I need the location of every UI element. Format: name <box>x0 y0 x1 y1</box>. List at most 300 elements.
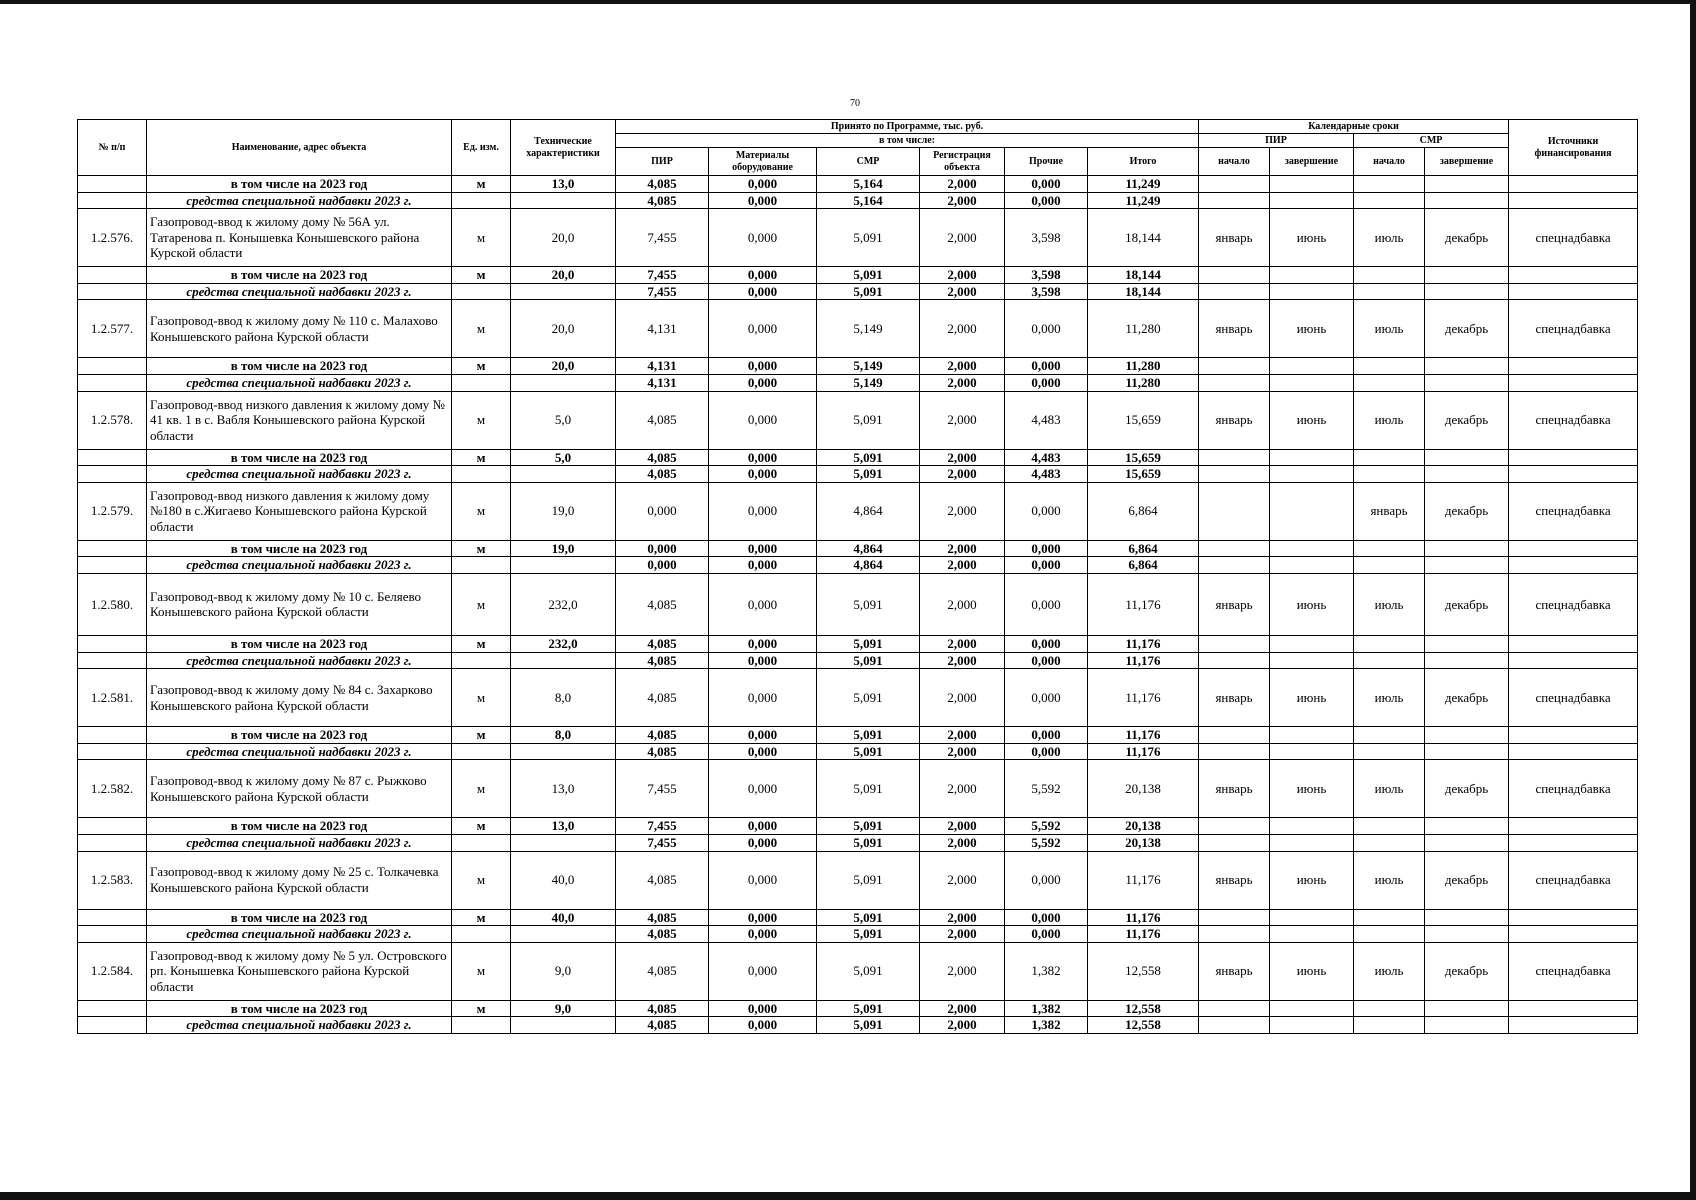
empty-cell <box>1425 283 1509 300</box>
smr-start-cell: июль <box>1354 300 1425 358</box>
unit-cell <box>452 557 511 574</box>
empty-cell <box>1425 176 1509 193</box>
row-label: в том числе на 2023 год <box>147 449 452 466</box>
row-label: средства специальной надбавки 2023 г. <box>147 1017 452 1034</box>
smr-start-cell: январь <box>1354 482 1425 540</box>
empty-cell <box>1425 1017 1509 1034</box>
smr-start-cell: июль <box>1354 669 1425 727</box>
pir-cell: 4,131 <box>616 300 709 358</box>
smr-end-cell: декабрь <box>1425 209 1509 267</box>
smr-cell: 5,164 <box>817 192 920 209</box>
empty-cell <box>1354 192 1425 209</box>
mat-cell: 0,000 <box>709 635 817 652</box>
pir-end-cell <box>1270 482 1354 540</box>
scan-edge-bottom <box>0 1192 1696 1200</box>
reg-cell: 2,000 <box>920 449 1005 466</box>
header-name: Наименование, адрес объекта <box>147 120 452 176</box>
mat-cell: 0,000 <box>709 391 817 449</box>
special-funds-row <box>78 834 1638 851</box>
unit-cell: м <box>452 209 511 267</box>
row-number-cell <box>78 374 147 391</box>
funding-source-cell: спецнадбавка <box>1509 391 1638 449</box>
empty-cell <box>1509 652 1638 669</box>
smr-cell: 4,864 <box>817 540 920 557</box>
smr-cell: 5,091 <box>817 851 920 909</box>
unit-cell <box>452 466 511 483</box>
total-cell: 11,280 <box>1088 358 1199 375</box>
pir-start-cell: январь <box>1199 760 1270 818</box>
other-cell: 0,000 <box>1005 926 1088 943</box>
tech-cell <box>511 834 616 851</box>
tech-cell: 20,0 <box>511 209 616 267</box>
reg-cell: 2,000 <box>920 909 1005 926</box>
funding-source-cell: спецнадбавка <box>1509 573 1638 635</box>
table-body <box>78 176 1638 1034</box>
special-funds-row <box>78 283 1638 300</box>
empty-cell <box>1509 176 1638 193</box>
smr-cell: 5,091 <box>817 760 920 818</box>
tech-cell: 8,0 <box>511 727 616 744</box>
empty-cell <box>1270 267 1354 284</box>
empty-cell <box>1354 358 1425 375</box>
empty-cell <box>1199 283 1270 300</box>
other-cell: 1,382 <box>1005 942 1088 1000</box>
pir-start-cell <box>1199 482 1270 540</box>
year-2023-row <box>78 909 1638 926</box>
row-label: в том числе на 2023 год <box>147 540 452 557</box>
smr-cell: 5,164 <box>817 176 920 193</box>
special-funds-row <box>78 926 1638 943</box>
row-label: в том числе на 2023 год <box>147 267 452 284</box>
other-cell: 0,000 <box>1005 192 1088 209</box>
empty-cell <box>1509 743 1638 760</box>
pir-cell: 4,085 <box>616 743 709 760</box>
pir-cell: 4,085 <box>616 669 709 727</box>
reg-cell: 2,000 <box>920 540 1005 557</box>
pir-end-cell: июнь <box>1270 669 1354 727</box>
mat-cell: 0,000 <box>709 926 817 943</box>
smr-start-cell: июль <box>1354 209 1425 267</box>
tech-cell <box>511 374 616 391</box>
project-row <box>78 942 1638 1000</box>
total-cell: 12,558 <box>1088 1000 1199 1017</box>
other-cell: 4,483 <box>1005 449 1088 466</box>
empty-cell <box>1199 192 1270 209</box>
empty-cell <box>1199 1000 1270 1017</box>
empty-cell <box>1425 192 1509 209</box>
header-calendar: Календарные сроки <box>1199 120 1509 134</box>
mat-cell: 0,000 <box>709 760 817 818</box>
row-number-cell <box>78 727 147 744</box>
reg-cell: 2,000 <box>920 391 1005 449</box>
pir-end-cell: июнь <box>1270 573 1354 635</box>
header-funding: Источники финансирования <box>1509 120 1638 176</box>
total-cell: 11,176 <box>1088 743 1199 760</box>
tech-cell <box>511 283 616 300</box>
row-label: средства специальной надбавки 2023 г. <box>147 192 452 209</box>
row-number-cell <box>78 358 147 375</box>
other-cell: 3,598 <box>1005 267 1088 284</box>
empty-cell <box>1270 466 1354 483</box>
mat-cell: 0,000 <box>709 176 817 193</box>
project-row <box>78 851 1638 909</box>
gas-pipeline-table <box>77 119 1638 1034</box>
header-pir-end: завершение <box>1270 148 1354 176</box>
project-row <box>78 482 1638 540</box>
unit-cell <box>452 834 511 851</box>
mat-cell: 0,000 <box>709 909 817 926</box>
row-label: средства специальной надбавки 2023 г. <box>147 743 452 760</box>
tech-cell: 9,0 <box>511 1000 616 1017</box>
empty-cell <box>1199 834 1270 851</box>
tech-cell: 13,0 <box>511 818 616 835</box>
row-label: средства специальной надбавки 2023 г. <box>147 926 452 943</box>
reg-cell: 2,000 <box>920 1017 1005 1034</box>
empty-cell <box>1270 818 1354 835</box>
empty-cell <box>1354 283 1425 300</box>
row-label: в том числе на 2023 год <box>147 635 452 652</box>
unit-cell: м <box>452 635 511 652</box>
unit-cell: м <box>452 818 511 835</box>
unit-cell: м <box>452 540 511 557</box>
pir-cell: 4,085 <box>616 635 709 652</box>
unit-cell <box>452 283 511 300</box>
header-program: Принято по Программе, тыс. руб. <box>616 120 1199 134</box>
pir-cell: 4,085 <box>616 466 709 483</box>
mat-cell: 0,000 <box>709 1017 817 1034</box>
project-name: Газопровод-ввод к жилому дому № 110 с. Малахово Конышевского района Курской области <box>147 300 452 358</box>
row-number-cell <box>78 818 147 835</box>
empty-cell <box>1199 909 1270 926</box>
row-label: в том числе на 2023 год <box>147 727 452 744</box>
smr-cell: 5,091 <box>817 669 920 727</box>
smr-cell: 5,149 <box>817 300 920 358</box>
empty-cell <box>1509 283 1638 300</box>
empty-cell <box>1509 727 1638 744</box>
empty-cell <box>1509 192 1638 209</box>
pir-cell: 4,085 <box>616 449 709 466</box>
reg-cell: 2,000 <box>920 267 1005 284</box>
project-name: Газопровод-ввод к жилому дому № 84 с. Захарково Конышевского района Курской области <box>147 669 452 727</box>
mat-cell: 0,000 <box>709 727 817 744</box>
other-cell: 3,598 <box>1005 283 1088 300</box>
empty-cell <box>1354 267 1425 284</box>
empty-cell <box>1354 557 1425 574</box>
pir-end-cell: июнь <box>1270 942 1354 1000</box>
smr-cell: 5,091 <box>817 267 920 284</box>
row-label: в том числе на 2023 год <box>147 909 452 926</box>
mat-cell: 0,000 <box>709 818 817 835</box>
tech-cell <box>511 652 616 669</box>
project-row <box>78 760 1638 818</box>
total-cell: 15,659 <box>1088 466 1199 483</box>
other-cell: 0,000 <box>1005 727 1088 744</box>
row-label: средства специальной надбавки 2023 г. <box>147 283 452 300</box>
empty-cell <box>1354 540 1425 557</box>
unit-cell: м <box>452 449 511 466</box>
empty-cell <box>1199 1017 1270 1034</box>
smr-start-cell: июль <box>1354 391 1425 449</box>
empty-cell <box>1354 727 1425 744</box>
other-cell: 0,000 <box>1005 358 1088 375</box>
smr-cell: 5,091 <box>817 834 920 851</box>
other-cell: 0,000 <box>1005 743 1088 760</box>
reg-cell: 2,000 <box>920 760 1005 818</box>
tech-cell: 20,0 <box>511 267 616 284</box>
special-funds-row <box>78 466 1638 483</box>
row-number-cell <box>78 926 147 943</box>
reg-cell: 2,000 <box>920 209 1005 267</box>
row-label: в том числе на 2023 год <box>147 818 452 835</box>
pir-cell: 4,085 <box>616 727 709 744</box>
total-cell: 18,144 <box>1088 267 1199 284</box>
tech-cell: 20,0 <box>511 300 616 358</box>
tech-cell: 5,0 <box>511 391 616 449</box>
other-cell: 3,598 <box>1005 209 1088 267</box>
tech-cell: 8,0 <box>511 669 616 727</box>
header-pir: ПИР <box>616 148 709 176</box>
year-2023-row <box>78 727 1638 744</box>
reg-cell: 2,000 <box>920 192 1005 209</box>
project-row <box>78 391 1638 449</box>
mat-cell: 0,000 <box>709 466 817 483</box>
empty-cell <box>1354 818 1425 835</box>
smr-cell: 5,091 <box>817 209 920 267</box>
tech-cell: 40,0 <box>511 909 616 926</box>
empty-cell <box>1199 557 1270 574</box>
other-cell: 0,000 <box>1005 909 1088 926</box>
smr-end-cell: декабрь <box>1425 760 1509 818</box>
mat-cell: 0,000 <box>709 652 817 669</box>
pir-start-cell: январь <box>1199 942 1270 1000</box>
total-cell: 15,659 <box>1088 391 1199 449</box>
unit-cell: м <box>452 176 511 193</box>
smr-end-cell: декабрь <box>1425 573 1509 635</box>
tech-cell <box>511 557 616 574</box>
empty-cell <box>1425 466 1509 483</box>
row-number-cell <box>78 176 147 193</box>
unit-cell: м <box>452 727 511 744</box>
funding-source-cell: спецнадбавка <box>1509 760 1638 818</box>
reg-cell: 2,000 <box>920 818 1005 835</box>
total-cell: 12,558 <box>1088 942 1199 1000</box>
reg-cell: 2,000 <box>920 176 1005 193</box>
tech-cell <box>511 466 616 483</box>
pir-cell: 7,455 <box>616 818 709 835</box>
empty-cell <box>1199 727 1270 744</box>
smr-cell: 5,091 <box>817 1000 920 1017</box>
smr-cell: 5,091 <box>817 909 920 926</box>
project-name: Газопровод-ввод к жилому дому № 10 с. Беляево Конышевского района Курской области <box>147 573 452 635</box>
tech-cell <box>511 743 616 760</box>
empty-cell <box>1425 818 1509 835</box>
empty-cell <box>1199 635 1270 652</box>
unit-cell: м <box>452 358 511 375</box>
year-2023-row <box>78 358 1638 375</box>
unit-cell: м <box>452 909 511 926</box>
row-number-cell <box>78 540 147 557</box>
empty-cell <box>1354 743 1425 760</box>
other-cell: 0,000 <box>1005 669 1088 727</box>
empty-cell <box>1425 358 1509 375</box>
empty-cell <box>1509 818 1638 835</box>
empty-cell <box>1509 358 1638 375</box>
project-number: 1.2.578. <box>78 391 147 449</box>
smr-end-cell: декабрь <box>1425 669 1509 727</box>
row-number-cell <box>78 466 147 483</box>
other-cell: 0,000 <box>1005 635 1088 652</box>
year-2023-row <box>78 267 1638 284</box>
mat-cell: 0,000 <box>709 942 817 1000</box>
unit-cell <box>452 743 511 760</box>
mat-cell: 0,000 <box>709 482 817 540</box>
header-smr-start: начало <box>1354 148 1425 176</box>
row-number-cell <box>78 909 147 926</box>
total-cell: 15,659 <box>1088 449 1199 466</box>
header-including: в том числе: <box>616 134 1199 148</box>
empty-cell <box>1354 652 1425 669</box>
pir-start-cell: январь <box>1199 851 1270 909</box>
funding-source-cell: спецнадбавка <box>1509 942 1638 1000</box>
empty-cell <box>1425 540 1509 557</box>
unit-cell <box>452 192 511 209</box>
pir-start-cell: январь <box>1199 669 1270 727</box>
reg-cell: 2,000 <box>920 557 1005 574</box>
project-name: Газопровод-ввод к жилому дому № 5 ул. Островского рп. Конышевка Конышевского района Курской области <box>147 942 452 1000</box>
mat-cell: 0,000 <box>709 283 817 300</box>
unit-cell: м <box>452 573 511 635</box>
tech-cell: 40,0 <box>511 851 616 909</box>
header-cal-smr: СМР <box>1354 134 1509 148</box>
pir-cell: 4,085 <box>616 851 709 909</box>
empty-cell <box>1270 283 1354 300</box>
empty-cell <box>1425 652 1509 669</box>
empty-cell <box>1270 926 1354 943</box>
tech-cell: 19,0 <box>511 482 616 540</box>
other-cell: 0,000 <box>1005 851 1088 909</box>
header-materials: Материалы оборудование <box>709 148 817 176</box>
smr-start-cell: июль <box>1354 760 1425 818</box>
project-row <box>78 209 1638 267</box>
total-cell: 12,558 <box>1088 1017 1199 1034</box>
empty-cell <box>1354 176 1425 193</box>
row-label: в том числе на 2023 год <box>147 176 452 193</box>
pir-cell: 4,085 <box>616 192 709 209</box>
mat-cell: 0,000 <box>709 300 817 358</box>
smr-cell: 5,091 <box>817 652 920 669</box>
empty-cell <box>1354 1000 1425 1017</box>
reg-cell: 2,000 <box>920 834 1005 851</box>
other-cell: 0,000 <box>1005 374 1088 391</box>
empty-cell <box>1425 727 1509 744</box>
unit-cell: м <box>452 942 511 1000</box>
reg-cell: 2,000 <box>920 466 1005 483</box>
empty-cell <box>1199 926 1270 943</box>
year-2023-row <box>78 1000 1638 1017</box>
pir-end-cell: июнь <box>1270 851 1354 909</box>
empty-cell <box>1354 635 1425 652</box>
total-cell: 18,144 <box>1088 283 1199 300</box>
smr-cell: 5,149 <box>817 374 920 391</box>
row-label: средства специальной надбавки 2023 г. <box>147 374 452 391</box>
empty-cell <box>1425 557 1509 574</box>
total-cell: 11,280 <box>1088 374 1199 391</box>
empty-cell <box>1270 192 1354 209</box>
smr-end-cell: декабрь <box>1425 300 1509 358</box>
unit-cell: м <box>452 1000 511 1017</box>
empty-cell <box>1509 1000 1638 1017</box>
empty-cell <box>1270 743 1354 760</box>
pir-cell: 0,000 <box>616 540 709 557</box>
empty-cell <box>1199 466 1270 483</box>
unit-cell: м <box>452 482 511 540</box>
row-number-cell <box>78 1017 147 1034</box>
total-cell: 20,138 <box>1088 834 1199 851</box>
reg-cell: 2,000 <box>920 727 1005 744</box>
empty-cell <box>1199 358 1270 375</box>
total-cell: 11,176 <box>1088 926 1199 943</box>
reg-cell: 2,000 <box>920 743 1005 760</box>
tech-cell: 20,0 <box>511 358 616 375</box>
empty-cell <box>1425 449 1509 466</box>
other-cell: 4,483 <box>1005 391 1088 449</box>
unit-cell <box>452 652 511 669</box>
reg-cell: 2,000 <box>920 635 1005 652</box>
empty-cell <box>1354 926 1425 943</box>
project-number: 1.2.577. <box>78 300 147 358</box>
smr-end-cell: декабрь <box>1425 851 1509 909</box>
project-number: 1.2.580. <box>78 573 147 635</box>
smr-cell: 5,091 <box>817 1017 920 1034</box>
row-number-cell <box>78 557 147 574</box>
pir-cell: 4,085 <box>616 909 709 926</box>
pir-cell: 4,131 <box>616 358 709 375</box>
project-name: Газопровод-ввод низкого давления к жилому дому № 41 кв. 1 в с. Вабля Конышевского района Курской области <box>147 391 452 449</box>
empty-cell <box>1509 1017 1638 1034</box>
pir-end-cell: июнь <box>1270 391 1354 449</box>
pir-cell: 4,085 <box>616 1017 709 1034</box>
empty-cell <box>1199 267 1270 284</box>
row-number-cell <box>78 1000 147 1017</box>
empty-cell <box>1509 449 1638 466</box>
other-cell: 0,000 <box>1005 573 1088 635</box>
pir-cell: 4,085 <box>616 176 709 193</box>
year-2023-row <box>78 176 1638 193</box>
special-funds-row <box>78 374 1638 391</box>
unit-cell: м <box>452 669 511 727</box>
pir-end-cell: июнь <box>1270 760 1354 818</box>
total-cell: 18,144 <box>1088 209 1199 267</box>
other-cell: 0,000 <box>1005 540 1088 557</box>
unit-cell <box>452 374 511 391</box>
row-number-cell <box>78 449 147 466</box>
empty-cell <box>1354 374 1425 391</box>
mat-cell: 0,000 <box>709 573 817 635</box>
special-funds-row <box>78 557 1638 574</box>
pir-cell: 4,131 <box>616 374 709 391</box>
unit-cell <box>452 926 511 943</box>
reg-cell: 2,000 <box>920 669 1005 727</box>
pir-cell: 7,455 <box>616 267 709 284</box>
year-2023-row <box>78 818 1638 835</box>
total-cell: 11,249 <box>1088 192 1199 209</box>
smr-end-cell: декабрь <box>1425 391 1509 449</box>
mat-cell: 0,000 <box>709 267 817 284</box>
scan-edge-right <box>1690 0 1696 1200</box>
empty-cell <box>1509 267 1638 284</box>
project-number: 1.2.579. <box>78 482 147 540</box>
mat-cell: 0,000 <box>709 209 817 267</box>
